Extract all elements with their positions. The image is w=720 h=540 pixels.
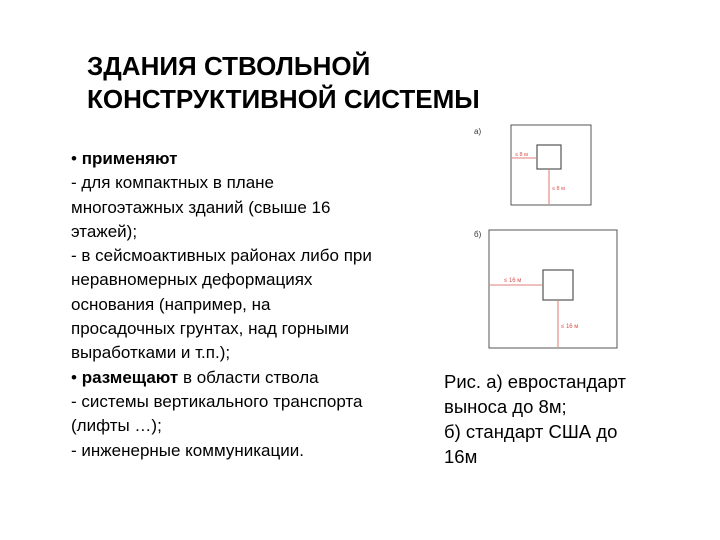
caption-line: 16м [444,446,478,467]
body-line: (лифты …); [71,416,162,436]
body-line: неравномерных деформациях [71,270,313,290]
body-line: - инженерные коммуникации. [71,440,304,460]
figure-a-dim-v-label: ≤ 8 м [552,186,565,192]
body-line: основания (например, на [71,294,271,314]
body-line [71,366,441,390]
caption-line: Рис. а) евростандарт [444,371,626,392]
body-line: - системы вертикального транспорта [71,391,363,411]
slide-title [87,50,587,116]
body-line: выработками и т.п.); [71,343,231,363]
keyword-place: размещают [81,367,179,387]
caption-line: выноса до 8м; [444,396,567,417]
body-line-rest: в области ствола [178,367,319,387]
figure-b-outline [489,230,617,348]
figure-b-dim-v-label: ≤ 16 м [561,324,579,330]
figure-b-label: б) [474,230,482,239]
caption-line: б) стандарт США до [444,421,618,442]
figure-a-dim-h-label: ≤ 8 м [515,152,528,158]
title-line-1: ЗДАНИЯ СТВОЛЬНОЙ [87,51,371,81]
figure-b-core [543,270,573,300]
body-line: - для компактных в плане [71,173,275,193]
body-line: этажей); [71,221,138,241]
figure-b-dim-h-label: ≤ 16 м [504,278,522,284]
bullet-icon: • [71,149,77,168]
figure-a-label: а) [474,127,482,136]
body-line [71,147,441,171]
figure-a-core [537,145,561,169]
keyword-apply: применяют [81,149,178,168]
body-line: просадочных грунтах, над горными [71,319,350,339]
core-offset-figure [460,120,620,350]
title-line-2: КОНСТРУКТИВНОЙ СИСТЕМЫ [87,84,480,114]
bullet-icon: • [71,367,77,387]
body-line: - в сейсмоактивных районах либо при [71,246,372,266]
figure-a-outline [511,125,591,205]
body-line: многоэтажных зданий (свыше 16 [71,197,331,217]
body-text [71,147,441,463]
figure-caption [444,369,684,469]
